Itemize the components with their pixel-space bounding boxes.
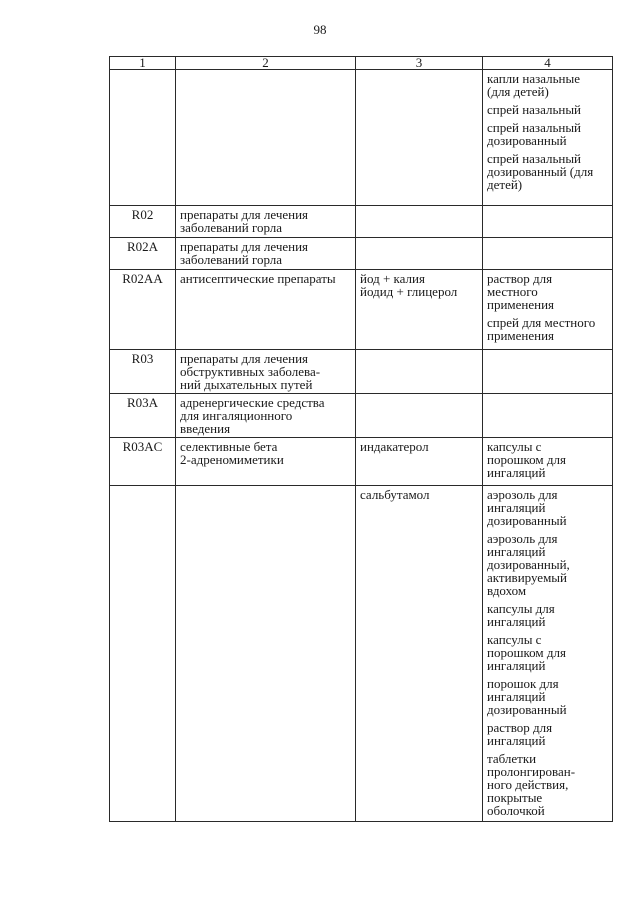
dosage-form-line: спрей для местного (487, 315, 596, 330)
dosage-form-line: дозированный (487, 133, 567, 148)
dosage-form-line: порошком для (487, 452, 566, 467)
dosage-form-cell (483, 350, 613, 394)
group-name-line: обструктивных заболева- (180, 364, 321, 379)
substance-cell (356, 350, 483, 394)
dosage-form-cell (483, 486, 613, 822)
dosage-form-cell (483, 206, 613, 238)
substance-cell (356, 238, 483, 270)
column-header: 4 (483, 57, 613, 70)
drug-classification-table (109, 56, 613, 822)
group-name-line: антисептические препараты (180, 271, 336, 286)
dosage-form-line: вдохом (487, 583, 527, 598)
atc-code: R03 (131, 351, 154, 366)
atc-code-cell (110, 394, 176, 438)
group-name-cell (176, 270, 356, 350)
dosage-form-line: активируемый (487, 570, 567, 585)
dosage-form-line: таблетки (487, 751, 537, 766)
dosage-form (483, 631, 612, 672)
dosage-form-cell (483, 238, 613, 270)
dosage-form (483, 600, 612, 628)
atc-code: R02A (126, 239, 159, 254)
atc-code-cell (110, 270, 176, 350)
dosage-form-line: раствор для (487, 720, 553, 735)
atc-code-cell (110, 70, 176, 206)
group-name-cell (176, 394, 356, 438)
dosage-form-line: спрей назальный (487, 151, 582, 166)
dosage-form (483, 119, 612, 147)
dosage-form (483, 438, 612, 479)
table-row (110, 70, 613, 206)
group-name-cell (176, 350, 356, 394)
group-name-line: заболеваний горла (180, 252, 283, 267)
group-name-cell (176, 206, 356, 238)
substance-cell (356, 70, 483, 206)
dosage-form-line: аэрозоль для (487, 487, 558, 502)
group-name-line: препараты для лечения (180, 351, 309, 366)
table-row (110, 238, 613, 270)
group-name-line: 2-адреномиметики (180, 452, 284, 467)
dosage-form-line: дозированный (для (487, 164, 594, 179)
dosage-form-cell (483, 70, 613, 206)
dosage-form (483, 314, 612, 342)
table-row (110, 206, 613, 238)
group-name-line: введения (180, 421, 231, 436)
group-name-cell (176, 486, 356, 822)
dosage-form (483, 719, 612, 747)
dosage-form-line: раствор для (487, 271, 553, 286)
dosage-form-line: ингаляций (487, 689, 546, 704)
group-name-line: адренергические средства (180, 395, 325, 410)
substance-line: йод + калия (360, 271, 425, 286)
table-header-row (110, 57, 613, 70)
dosage-form-line: капли назальные (487, 71, 580, 86)
atc-code: R03A (126, 395, 159, 410)
page-number: 98 (313, 22, 327, 37)
group-name-line: для ингаляционного (180, 408, 293, 423)
group-name-line: ний дыхательных путей (180, 377, 313, 392)
group-name-line: препараты для лечения (180, 207, 309, 222)
dosage-form-line: ингаляций (487, 500, 546, 515)
dosage-form (483, 530, 612, 597)
substance-cell (356, 438, 483, 486)
column-header: 3 (356, 57, 483, 70)
dosage-form-line: капсулы с (487, 439, 542, 454)
dosage-form (483, 150, 612, 191)
dosage-form-line: спрей назальный (487, 102, 582, 117)
substance-line: индакатерол (360, 439, 429, 454)
table-row (110, 438, 613, 486)
atc-code: R02 (131, 207, 154, 222)
dosage-form-line: ингаляций (487, 614, 546, 629)
atc-code: R03AC (122, 439, 163, 454)
dosage-form-line: применения (487, 328, 555, 343)
group-name-cell (176, 70, 356, 206)
dosage-form-line: ингаляций (487, 733, 546, 748)
substance-line: сальбутамол (360, 487, 430, 502)
dosage-form-line: (для детей) (487, 84, 549, 99)
column-header: 1 (110, 57, 176, 70)
dosage-form-line: капсулы для (487, 601, 555, 616)
dosage-form-line: детей) (487, 177, 523, 192)
atc-code-cell (110, 486, 176, 822)
dosage-form (483, 101, 612, 116)
dosage-form-cell (483, 438, 613, 486)
table-row (110, 270, 613, 350)
dosage-form-line: местного (487, 284, 538, 299)
dosage-form-line: применения (487, 297, 555, 312)
dosage-form-line: дозированный (487, 513, 567, 528)
group-name-cell (176, 438, 356, 486)
table-row (110, 350, 613, 394)
dosage-form (483, 70, 612, 98)
atc-code-cell (110, 438, 176, 486)
dosage-form-line: оболочкой (487, 803, 545, 818)
dosage-form-line: спрей назальный (487, 120, 582, 135)
substance-cell (356, 206, 483, 238)
dosage-form-line: дозированный, (487, 557, 570, 572)
dosage-form-line: аэрозоль для (487, 531, 558, 546)
group-name-line: селективные бета (180, 439, 278, 454)
dosage-form-line: пролонгирован- (487, 764, 576, 779)
dosage-form-cell (483, 394, 613, 438)
group-name-line: препараты для лечения (180, 239, 309, 254)
substance-cell (356, 270, 483, 350)
dosage-form-line: порошком для (487, 645, 566, 660)
atc-code: R02AA (122, 271, 163, 286)
dosage-form-line: капсулы с (487, 632, 542, 647)
dosage-form-cell (483, 270, 613, 350)
dosage-form (483, 486, 612, 527)
substance-cell (356, 486, 483, 822)
atc-code-cell (110, 206, 176, 238)
dosage-form-line: дозированный (487, 702, 567, 717)
dosage-form-line: ного действия, (487, 777, 569, 792)
table-row (110, 486, 613, 822)
dosage-form (483, 270, 612, 311)
table-row (110, 394, 613, 438)
dosage-form-line: ингаляций (487, 658, 546, 673)
column-header: 2 (176, 57, 356, 70)
dosage-form (483, 675, 612, 716)
atc-code-cell (110, 238, 176, 270)
substance-cell (356, 394, 483, 438)
dosage-form-line: покрытые (487, 790, 543, 805)
substance-line: йодид + глицерол (360, 284, 458, 299)
atc-code-cell (110, 350, 176, 394)
group-name-line: заболеваний горла (180, 220, 283, 235)
dosage-form-line: порошок для (487, 676, 559, 691)
dosage-form-line: ингаляций (487, 465, 546, 480)
dosage-form (483, 750, 612, 817)
group-name-cell (176, 238, 356, 270)
dosage-form-line: ингаляций (487, 544, 546, 559)
